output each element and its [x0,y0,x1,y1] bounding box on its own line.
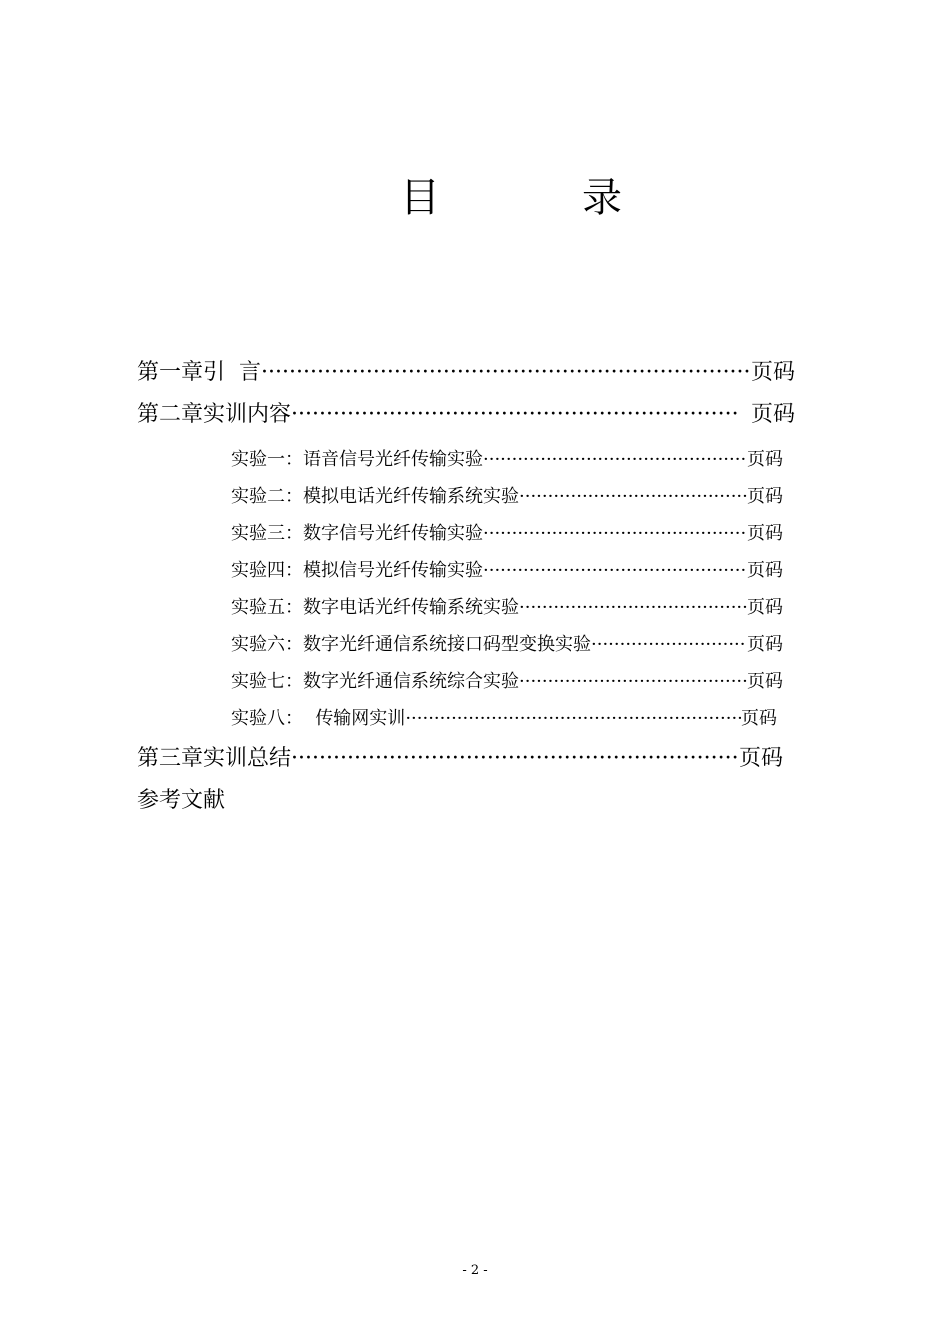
page-number: 页码 [750,402,795,427]
leader-dots [291,400,737,430]
toc-entry-experiment-2[interactable] [231,484,783,510]
page-number: 页码 [738,746,783,771]
experiment-title: 传输网实训 [315,708,406,729]
title-char-1: 目 [400,175,440,221]
toc-entry-chapter-1[interactable] [137,358,795,388]
page-footer-number: - 2 - [462,1263,488,1278]
leader-dots [405,706,741,732]
experiment-title: 语音信号光纤传输实验 [303,449,483,470]
page-number: 页码 [747,486,783,507]
experiment-number: 实验二： [231,486,303,507]
experiment-number: 实验三： [231,523,303,544]
experiment-number: 实验五： [231,597,303,618]
toc-entry-experiment-3[interactable] [231,521,783,547]
chapter-number: 第一章 [137,360,204,385]
chapter-title: 引 言 [203,360,262,385]
toc-entry-experiment-8[interactable] [231,706,777,732]
page-number: 页码 [747,449,783,470]
toc-entry-references[interactable]: 参考文献 [137,788,226,813]
toc-title [0,170,950,226]
toc-entry-experiment-6[interactable] [231,632,783,658]
leader-dots [519,595,747,621]
leader-dots [519,484,747,510]
experiment-title: 模拟信号光纤传输实验 [303,560,483,581]
page-number: 页码 [747,523,783,544]
experiment-number: 实验一： [231,449,303,470]
leader-dots [483,558,747,584]
chapter-title: 实训内容 [203,402,292,427]
chapter-number: 第三章 [137,746,204,771]
leader-dots [519,669,747,695]
leader-dots [483,447,747,473]
experiment-number: 实验四： [231,560,303,581]
page-number: 页码 [741,708,777,729]
leader-dots [291,744,739,774]
experiment-number: 实验六： [231,634,303,655]
leader-dots [261,358,751,388]
experiment-title: 数字光纤通信系统综合实验 [303,671,519,692]
experiment-title: 数字光纤通信系统接口码型变换实验 [303,634,591,655]
experiment-title: 数字信号光纤传输实验 [303,523,483,544]
chapter-number: 第二章 [137,402,204,427]
title-char-2: 录 [582,175,622,221]
toc-entry-experiment-4[interactable] [231,558,783,584]
page-number: 页码 [750,360,795,385]
leader-dots [483,521,747,547]
toc-entry-experiment-7[interactable] [231,669,783,695]
experiment-number: 实验七： [231,671,303,692]
page-number: 页码 [747,634,783,655]
page-number: 页码 [747,597,783,618]
toc-entry-chapter-3[interactable] [137,744,783,774]
toc-entry-chapter-2[interactable] [137,400,795,430]
page-number: 页码 [747,671,783,692]
experiment-number: 实验八： [231,708,303,729]
toc-entry-experiment-1[interactable] [231,447,783,473]
toc-entry-experiment-5[interactable] [231,595,783,621]
page-number: 页码 [747,560,783,581]
chapter-title: 实训总结 [203,746,292,771]
leader-dots [591,632,747,658]
experiment-title: 数字电话光纤传输系统实验 [303,597,519,618]
experiment-title: 模拟电话光纤传输系统实验 [303,486,519,507]
